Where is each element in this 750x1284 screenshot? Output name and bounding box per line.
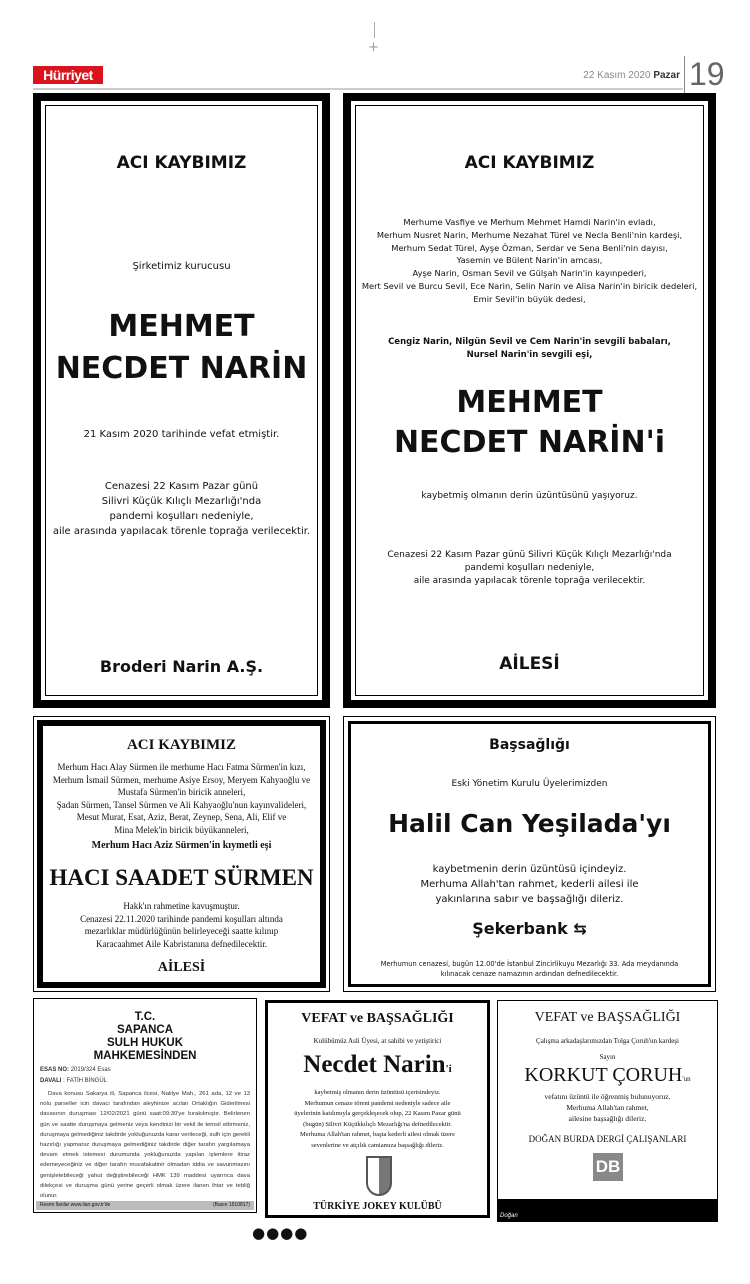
ad-title: ACI KAYBIMIZ — [116, 153, 247, 173]
deceased-name: Halil Can Yeşilada'yı — [388, 809, 671, 838]
notice-footer: Resmi İlanlar www.ilan.gov.tr'de (Basın 1510817) — [36, 1201, 254, 1210]
court-title: T.C. SAPANCA SULH HUKUK MAHKEMESİNDEN — [93, 1011, 197, 1062]
signature: Broderi Narin A.Ş. — [99, 657, 264, 676]
message: kaybetmiş olmanın derin üzüntüsü içerisindeyiz. Merhumun cenaze töreni pandemi nedeniyle sadece aile üyelerinin katılımıyla gerçekleşecek olup, 22 Kasım Pazar günü (bugün) Silivri Küçükkılıçlı Mezarlığı'na defnedilecektir. Merhuma Allah'tan rahmet, başta kederli ailesi olmak üzere sevenlerine ve atçılık camiamıza başsağlığı dileriz. — [294, 1089, 461, 1149]
deceased-name: HACI SAADET SÜRMEN — [49, 865, 314, 890]
signature: DOĞAN BURDA DERGİ ÇALIŞANLARI — [528, 1134, 687, 1144]
intro: Şirketimiz kurucusu — [132, 261, 231, 272]
intro: Kulübümüz Asli Üyesi, at sahibi ve yetiştirici — [313, 1037, 442, 1045]
intro: Eski Yönetim Kurulu Üyelerimizden — [451, 779, 608, 789]
issue-date: 22 Kasım 2020 Pazar — [583, 70, 680, 81]
ad-title: VEFAT ve BAŞSAĞLIĞI — [534, 1010, 681, 1025]
relatives: Merhume Vasfiye ve Merhum Mehmet Hamdi Narin'in evladı, Merhum Nusret Narin, Merhume Nezahat Türel ve Necla Benli'nin kardeşi, Merhum Sedat Türel, Ayşe Özman, Serdar ve Sena Benli'nin dayısı, Yasemin ve Bülent Narin'in amcası, Ayşe Narin, Osman Sevil ve Gülşah Narin'in kayınpederi, Mert Sevil ve Burcu Sevil, Ece Narin, Selin Narin ve Alisa Narin'in biricik dedeleri, Emir Sevil'in büyük dedesi, — [361, 217, 698, 304]
ad-title: ACI KAYBIMIZ — [126, 737, 237, 753]
condolence-sekerbank — [343, 716, 716, 992]
sekerbank-icon: ⇆ — [573, 919, 587, 938]
relatives: Merhum Hacı Alay Sürmen ile merhume Hacı Fatma Sürmen'in kızı, Merhum İsmail Sürmen, merhume Asiye Ersoy, Meryem Kahyaoğlu ve Mustafa Sürmen'in biricik anneleri, Şadan Sürmen, Tansel Sürmen ve Ali Kahyaoğlu'nun kayınvalideleri, Mesut Murat, Esat, Aziz, Berat, Zeynep, Sena, Ali, Elif ve Mina Melek'in biricik büyükanneleri, — [52, 762, 311, 835]
deceased-name: MEHMET — [456, 385, 603, 420]
deceased-surname: NECDET NARİN — [55, 351, 308, 386]
signature: AİLESİ — [499, 654, 560, 674]
deceased-name: MEHMET — [108, 309, 255, 344]
jockey-club-emblem-icon — [366, 1156, 392, 1196]
ad-title: VEFAT ve BAŞSAĞLIĞI — [301, 1011, 454, 1026]
salutation: Sayın — [599, 1053, 616, 1061]
message: vefatını üzüntü ile öğrenmiş bulunuyoruz. Merhuma Allah'tan rahmet, ailesine başsağlığı dileriz. — [544, 1092, 671, 1123]
funeral-info: Cenazesi 22 Kasım Pazar günü Silivri Küçük Kılıçlı Mezarlığı'nda pandemi koşulları nedeniyle, aile arasında yapılacak törenle toprağa verilecektir. — [387, 550, 672, 586]
registration-mark: + — [368, 40, 379, 55]
family-bold: Cengiz Narin, Nilgün Sevil ve Cem Narin'in sevgili babaları, Nursel Narin'in sevgili eşi, — [388, 337, 671, 360]
sekerbank-logo: Şekerbank ⇆ — [472, 919, 587, 938]
death-date: 21 Kasım 2020 tarihinde vefat etmiştir. — [83, 429, 280, 440]
deceased-name: KORKUT ÇORUH'un — [524, 1064, 691, 1086]
footer-bar — [498, 1199, 717, 1221]
spouse-line: Merhum Hacı Aziz Sürmen'in kıymetli eşi — [91, 840, 272, 851]
page-number: 19 — [684, 56, 725, 93]
header-rule — [33, 88, 683, 90]
case-number: ESAS NO: 2019/324 Esas — [40, 1067, 111, 1073]
obituary-surmen — [33, 716, 330, 992]
intro: Çalışma arkadaşlarımızdan Tolga Çoruh'un kardeşi — [536, 1037, 679, 1045]
obituary-broderi-narin — [33, 93, 330, 708]
defendant: DAVALI : FATİH BİNGÜL — [40, 1078, 108, 1084]
loss-line: kaybetmiş olmanın derin üzüntüsünü yaşıyoruz. — [421, 491, 638, 501]
notice-body: Dava konusu Sakarya ili, Sapanca ilcesi, Naliiye Mah., 261 ada, 12 ve 13 nolu parseller icin davacı tarafından aleyhinize acılan Ortaklığın Giderilmesi davasının duruşması 12/02/2021 günü saat:09:30'ye bırakılmıştır. Belirlenen gün ve saatte duruşmaya gelmeniz veya kendinizi bir vekil ile temsil ettirmeniz, duruşmaya gelmediğiniz takdirde yokluğunuzda karar verileceği, sulh için gerekli hazırlığı yapmanız duruşmaya gelmediğiniz takdirde diğer tarafın yargılamaya devam etmek istemesi durumunda yokluğunuzda yapılan işlemlere itiraz edemeyeceğiniz ve diğer tarafın muvafakatinir olmadan iddia ve savunmasını genişletebileceği yahut değiştirebileceği HMK 139 maddesi uyarınca dava dilekçesi ve duruşma günü yerine geçerli olmak üzere ilanen ihtar ve tebliğ olunur. — [40, 1091, 250, 1200]
funeral-info: Merhumun cenazesi, bugün 12.00'de İstanbul Zincirlikuyu Mezarlığı 33. Ada meydanında kılınacak cenaze namazının ardından defnedilecektir. — [380, 960, 679, 978]
ad-title: Başsağlığı — [489, 737, 570, 753]
condolence-dogan-burda — [497, 1000, 718, 1222]
signature: TÜRKİYE JOKEY KULÜBÜ — [313, 1201, 442, 1212]
db-logo: DB — [593, 1153, 623, 1181]
court-notice — [33, 998, 257, 1213]
deceased-surname: NECDET NARİN'i — [393, 425, 666, 460]
condolence-jockey-club — [265, 1000, 490, 1218]
funeral-info: Cenazesi 22 Kasım Pazar günü Silivri Küçük Kılıçlı Mezarlığı'nda pandemi koşulları nedeniyle, aile arasında yapılacak törenle toprağa verilecektir. — [52, 481, 311, 537]
obituary-ailesi — [343, 93, 716, 708]
ad-title: ACI KAYBIMIZ — [464, 153, 595, 173]
message: kaybetmenin derin üzüntüsü içindeyiz. Merhuma Allah'tan rahmet, kederli ailesi ile yakınlarına sabır ve başsağlığı dileriz. — [420, 864, 639, 905]
hurriyet-logo: Hürriyet — [33, 66, 103, 84]
page-dots: ●●●● — [252, 1224, 309, 1242]
dogan-logo: Doğan — [500, 1213, 518, 1219]
deceased-name: Necdet Narin'i — [303, 1051, 452, 1078]
crop-mark — [374, 22, 375, 38]
signature: AİLESİ — [157, 960, 206, 975]
funeral-info: Hakk'ın rahmetine kavuşmuştur. Cenazesi 22.11.2020 tarihinde pandemi koşulları altında mezarlıklar müdürlüğünün belirleyeceği saatte kılınıp Karacaahmet Aile Kabristanına defnedilecektir. — [80, 901, 283, 949]
